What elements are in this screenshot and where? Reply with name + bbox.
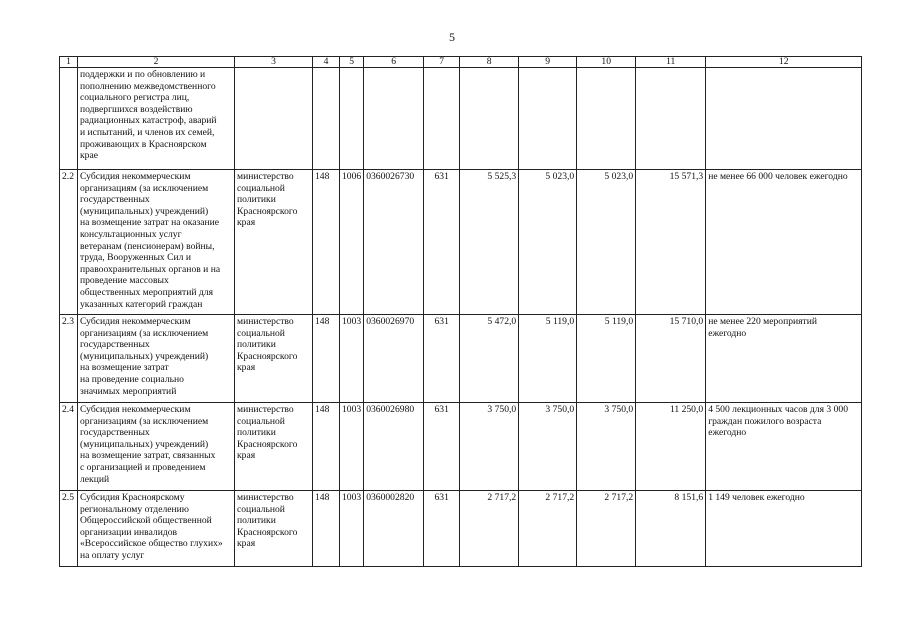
activity-name-cell: Субсидия некоммерческим организациям (за исключением государственных (муниципальных) учреждений) на возмещение затрат на оказание консультационных услуг ветеранам (пенсионерам) войны, труда, Вооруженных Сил и правоохранительных органов и на проведение массовых общественных мероприятий для указанных категорий граждан — [78, 170, 235, 315]
code-rzpr-cell: 1003 — [340, 403, 364, 491]
code-csr-cell: 0360026970 — [364, 315, 424, 403]
table-row — [60, 491, 862, 567]
expected-result-cell — [706, 68, 862, 170]
year3-amount-cell — [577, 68, 636, 170]
activity-name-cell: поддержки и по обновлению и пополнению межведомственного социального регистра лиц, подвергшихся воздействию радиационных катастроф, аварий и испытаний, и членов их семей, проживающих в Красноярском крае — [78, 68, 235, 170]
total-amount-cell: 11 250,0 — [636, 403, 706, 491]
header-cell: 7 — [424, 57, 460, 68]
code-vr-cell — [424, 68, 460, 170]
code-vr-cell: 631 — [424, 403, 460, 491]
page-number: 5 — [449, 30, 455, 44]
code-rzpr-cell — [340, 68, 364, 170]
activity-name-cell: Субсидия некоммерческим организациям (за исключением государственных (муниципальных) учреждений) на возмещение затрат на проведение социально значимых мероприятий — [78, 315, 235, 403]
expected-result-cell: не менее 66 000 человек ежегодно — [706, 170, 862, 315]
expected-result-cell: не менее 220 мероприятий ежегодно — [706, 315, 862, 403]
code-grbs-cell: 148 — [313, 315, 340, 403]
total-amount-cell: 8 151,6 — [636, 491, 706, 567]
total-amount-cell — [636, 68, 706, 170]
year3-amount-cell: 5 119,0 — [577, 315, 636, 403]
year3-amount-cell: 3 750,0 — [577, 403, 636, 491]
row-number-cell: 2.4 — [60, 403, 78, 491]
expected-result-cell: 1 149 человек ежегодно — [706, 491, 862, 567]
activity-name-cell: Субсидия Красноярскому региональному отделению Общероссийской общественной организации инвалидов «Всероссийское общество глухих» на оплату услуг — [78, 491, 235, 567]
code-csr-cell — [364, 68, 424, 170]
grbs-cell: министерство социальной политики Красноярского края — [235, 315, 313, 403]
activity-name-cell: Субсидия некоммерческим организациям (за исключением государственных (муниципальных) учреждений) на возмещение затрат, связанных с организацией и проведением лекций — [78, 403, 235, 491]
header-cell: 10 — [577, 57, 636, 68]
grbs-cell — [235, 68, 313, 170]
program-activities-table — [59, 56, 862, 567]
row-number-cell — [60, 68, 78, 170]
code-rzpr-cell: 1003 — [340, 315, 364, 403]
header-cell: 1 — [60, 57, 78, 68]
code-rzpr-cell: 1003 — [340, 491, 364, 567]
grbs-cell: министерство социальной политики Красноярского края — [235, 170, 313, 315]
year3-amount-cell: 5 023,0 — [577, 170, 636, 315]
year1-amount-cell — [460, 68, 519, 170]
year3-amount-cell: 2 717,2 — [577, 491, 636, 567]
code-grbs-cell: 148 — [313, 170, 340, 315]
header-cell: 9 — [519, 57, 577, 68]
header-cell: 4 — [313, 57, 340, 68]
year1-amount-cell: 5 525,3 — [460, 170, 519, 315]
header-cell: 8 — [460, 57, 519, 68]
row-number-cell: 2.3 — [60, 315, 78, 403]
header-cell: 11 — [636, 57, 706, 68]
code-vr-cell: 631 — [424, 491, 460, 567]
year1-amount-cell: 3 750,0 — [460, 403, 519, 491]
year2-amount-cell: 2 717,2 — [519, 491, 577, 567]
year1-amount-cell: 5 472,0 — [460, 315, 519, 403]
row-number-cell: 2.5 — [60, 491, 78, 567]
total-amount-cell: 15 571,3 — [636, 170, 706, 315]
row-number-cell: 2.2 — [60, 170, 78, 315]
table-row — [60, 315, 862, 403]
grbs-cell: министерство социальной политики Красноярского края — [235, 403, 313, 491]
year1-amount-cell: 2 717,2 — [460, 491, 519, 567]
code-csr-cell: 0360002820 — [364, 491, 424, 567]
table-row — [60, 68, 862, 170]
code-rzpr-cell: 1006 — [340, 170, 364, 315]
year2-amount-cell: 5 119,0 — [519, 315, 577, 403]
year2-amount-cell: 3 750,0 — [519, 403, 577, 491]
code-grbs-cell: 148 — [313, 403, 340, 491]
column-number-row — [60, 57, 862, 68]
table-row — [60, 403, 862, 491]
code-vr-cell: 631 — [424, 315, 460, 403]
header-cell: 5 — [340, 57, 364, 68]
grbs-cell: министерство социальной политики Красноярского края — [235, 491, 313, 567]
expected-result-cell: 4 500 лекционных часов для 3 000 граждан пожилого возраста ежегодно — [706, 403, 862, 491]
code-grbs-cell — [313, 68, 340, 170]
total-amount-cell: 15 710,0 — [636, 315, 706, 403]
header-cell: 3 — [235, 57, 313, 68]
year2-amount-cell: 5 023,0 — [519, 170, 577, 315]
header-cell: 12 — [706, 57, 862, 68]
table-row — [60, 170, 862, 315]
code-vr-cell: 631 — [424, 170, 460, 315]
header-cell: 2 — [78, 57, 235, 68]
header-cell: 6 — [364, 57, 424, 68]
code-grbs-cell: 148 — [313, 491, 340, 567]
code-csr-cell: 0360026730 — [364, 170, 424, 315]
year2-amount-cell — [519, 68, 577, 170]
code-csr-cell: 0360026980 — [364, 403, 424, 491]
